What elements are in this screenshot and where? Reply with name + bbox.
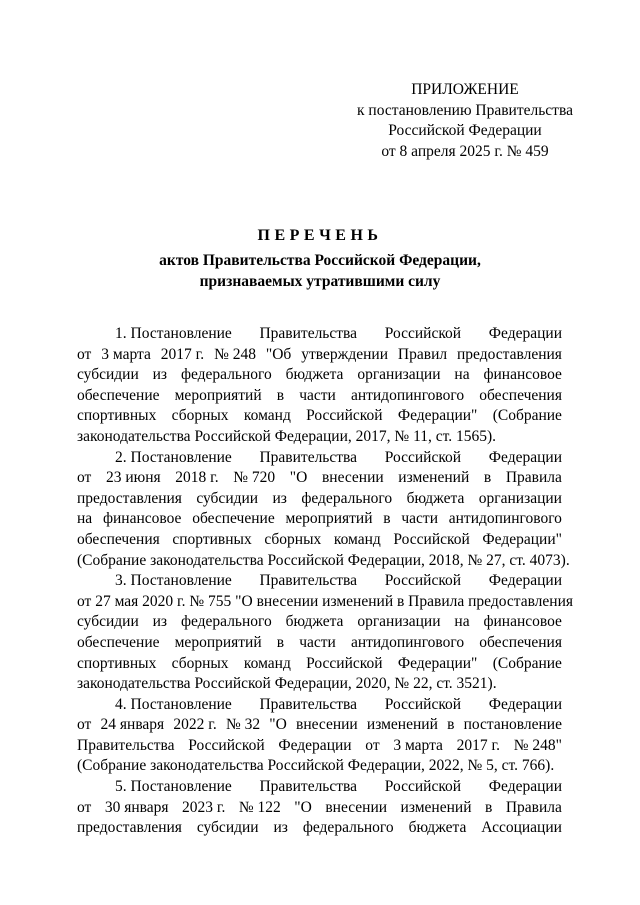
text-segment: финансовое (483, 366, 562, 384)
text-segment: законодательства Российской Федерации, 2020, № 22, ст. 3521). (77, 675, 497, 693)
text-segment: (Собрание законодательства Российской Федерации, 2022, № 5, ст. 766). (77, 757, 555, 775)
text-segment: 2023 г. (182, 798, 226, 816)
text-segment: обеспечение (77, 633, 160, 651)
text-segment: "О (289, 469, 308, 487)
subtitle-line-1: актов Правительства Российской Федерации, (159, 252, 481, 269)
list-item-line (77, 509, 562, 530)
text-segment: 5. Постановление (115, 778, 232, 796)
text-segment: в (447, 716, 455, 734)
text-segment: Федерации (488, 572, 562, 590)
text-segment: бюджета (408, 819, 467, 837)
text-segment: Российской (384, 572, 462, 590)
list-item-line (77, 736, 562, 757)
text-segment: организации (478, 489, 562, 507)
text-segment: бюджета (285, 366, 344, 384)
list-item-line (77, 633, 562, 654)
text-segment: Правительства (259, 778, 358, 796)
list-item (77, 695, 562, 777)
text-segment: в (383, 510, 391, 528)
appendix-government: Российской Федерации (388, 122, 542, 139)
text-segment: обеспечения (479, 386, 562, 404)
text-segment: (Собрание (492, 407, 562, 425)
text-segment: 24 января (100, 716, 165, 734)
text-segment: части (401, 510, 438, 528)
list-item (77, 571, 574, 695)
text-segment: федерального (301, 489, 393, 507)
text-segment: обеспечения (77, 530, 160, 548)
text-segment: утверждении (301, 345, 388, 363)
text-segment: обеспечение (77, 386, 160, 404)
text-segment: сборных (171, 407, 229, 425)
text-segment: сборных (264, 530, 322, 548)
text-segment: изменений (400, 798, 472, 816)
list-item-line (77, 386, 562, 407)
text-segment: антидопингового (350, 386, 465, 404)
text-segment: в (276, 633, 285, 651)
text-segment: на (454, 366, 470, 384)
text-segment: № 248 (214, 345, 256, 363)
text-segment: субсидии (77, 613, 139, 631)
text-segment: финансовое (483, 613, 562, 631)
text-segment: 2022 г. (173, 716, 217, 734)
text-segment: мероприятий (174, 633, 262, 651)
text-segment: (Собрание законодательства Российской Федерации, 2018, № 27, ст. 4073). (77, 551, 570, 569)
text-segment: изменений (366, 716, 438, 734)
text-segment: № 248" (513, 736, 562, 754)
text-segment: от (77, 345, 92, 363)
text-segment: обеспечение (192, 510, 275, 528)
text-segment: спортивных (77, 407, 157, 425)
list-item-line (77, 365, 562, 386)
text-segment: Федерации (488, 695, 562, 713)
text-segment: на (77, 510, 93, 528)
text-segment: команд (243, 654, 291, 672)
text-segment: Правительства (259, 695, 358, 713)
text-segment: 2017 г. (456, 736, 501, 754)
text-segment: законодательства Российской Федерации, 2017, № 11, ст. 1565). (77, 427, 497, 445)
text-segment: Федерации" (397, 407, 478, 425)
list-item-line (77, 406, 562, 427)
text-segment: Федерации (488, 325, 562, 342)
text-segment: Правил (397, 345, 448, 363)
list-item-line (77, 489, 562, 510)
text-segment: Федерации" (482, 530, 562, 548)
text-segment: Федерации (488, 448, 562, 466)
text-segment: в (276, 386, 285, 404)
text-segment: из (152, 613, 168, 631)
text-segment: федерального (302, 819, 394, 837)
text-segment: № 122 (238, 798, 281, 816)
text-segment: на (454, 613, 470, 631)
text-segment: постановление (463, 716, 562, 734)
text-segment: антидопингового (350, 633, 465, 651)
text-segment: спортивных (172, 530, 252, 548)
text-segment: Российской (393, 530, 470, 548)
text-segment: Правила (505, 798, 562, 816)
text-segment: Российской (384, 778, 462, 796)
text-segment: Российской (306, 654, 383, 672)
text-segment: предоставления (457, 345, 562, 363)
text-segment: спортивных (77, 654, 157, 672)
text-segment: 2018 г. (175, 469, 219, 487)
text-segment: 1. Постановление (115, 325, 232, 342)
document-subtitle (60, 250, 580, 292)
text-segment: финансовое (102, 510, 182, 528)
text-segment: предоставления (77, 489, 182, 507)
list-item-line (77, 448, 562, 469)
list-item-line (77, 592, 574, 613)
text-segment: Ассоциации (481, 819, 562, 837)
text-segment: Российской (384, 325, 462, 342)
appendix-resolution: к постановлению Правительства (357, 101, 573, 119)
text-segment: мероприятий (174, 386, 262, 404)
list-item-line (77, 551, 570, 572)
list-item-line (77, 612, 562, 633)
text-segment: в (485, 798, 493, 816)
text-segment: изменений (398, 469, 470, 487)
list-item (77, 777, 562, 839)
text-segment: "О (269, 716, 287, 734)
text-segment: 3 марта (393, 736, 443, 754)
text-segment: 2. Постановление (115, 448, 232, 466)
text-segment: (Собрание (492, 654, 562, 672)
text-segment: 4. Постановление (115, 695, 232, 713)
list-item-line (77, 818, 562, 839)
text-segment: команд (333, 530, 381, 548)
text-segment: "О (294, 798, 312, 816)
list-item-line (77, 468, 562, 489)
text-segment: организации (357, 366, 441, 384)
text-segment: Российской (306, 407, 383, 425)
text-segment: федерального (180, 613, 272, 631)
text-segment: 2017 г. (160, 345, 205, 363)
text-segment: Российской (384, 695, 462, 713)
text-segment: внесении (321, 469, 384, 487)
text-segment: от 27 мая 2020 г. № 755 "О внесении изменений в Правила предоставления (77, 592, 574, 610)
text-segment: Федерации (488, 778, 562, 796)
appendix-label: ПРИЛОЖЕНИЕ (411, 81, 519, 98)
text-segment: обеспечения (479, 633, 562, 651)
text-segment: 30 января (104, 798, 169, 816)
list-item-line (77, 345, 562, 366)
text-segment: внесении (296, 716, 358, 734)
list-item-line (77, 324, 562, 345)
text-segment: 3. Постановление (115, 572, 232, 590)
text-segment: части (299, 386, 336, 404)
text-segment: из (272, 489, 287, 507)
text-segment: 23 июня (105, 469, 161, 487)
text-segment: субсидии (196, 819, 259, 837)
list-item-line (77, 777, 562, 798)
text-segment: федерального (180, 366, 272, 384)
list-item-line (77, 756, 562, 777)
list-item (77, 324, 562, 448)
appendix-date-number: от 8 апреля 2025 г. № 459 (381, 142, 549, 160)
subtitle-line-2: признаваемых утратившими силу (199, 273, 441, 290)
list-item-line (77, 715, 562, 736)
text-segment: Федерации" (397, 654, 478, 672)
text-segment: из (273, 819, 288, 837)
text-segment: в (483, 469, 492, 487)
text-segment: от (77, 469, 92, 487)
text-segment: Федерации (278, 736, 352, 754)
text-segment: № 32 (225, 716, 261, 734)
text-segment: организации (357, 613, 441, 631)
text-segment: от (77, 716, 92, 734)
appendix-header (330, 80, 600, 162)
text-segment: Правительства (259, 448, 358, 466)
list-item-line (77, 530, 562, 551)
text-segment: Правительства (259, 325, 358, 342)
text-segment: внесении (325, 798, 388, 816)
text-segment: от (77, 798, 92, 816)
text-segment: 3 марта (101, 345, 151, 363)
text-segment: субсидии (77, 366, 139, 384)
list-item (77, 448, 570, 572)
list-item-line (77, 695, 562, 716)
text-segment: от (365, 736, 380, 754)
list-item-line (77, 571, 562, 592)
text-segment: № 720 (233, 469, 276, 487)
list-item-line (77, 798, 562, 819)
text-segment: части (299, 633, 336, 651)
text-segment: Правила (505, 469, 562, 487)
text-segment: бюджета (285, 613, 344, 631)
list-item-line (77, 674, 562, 695)
text-segment: предоставления (77, 819, 182, 837)
text-segment: антидопингового (448, 510, 562, 528)
list-item-line (77, 654, 562, 675)
text-segment: Правительства (77, 736, 175, 754)
text-segment: субсидии (196, 489, 259, 507)
text-segment: Российской (384, 448, 462, 466)
text-segment: бюджета (406, 489, 465, 507)
text-segment: команд (243, 407, 291, 425)
text-segment: мероприятий (285, 510, 373, 528)
text-segment: "Об (265, 345, 292, 363)
text-segment: сборных (171, 654, 229, 672)
acts-list (77, 324, 574, 839)
text-segment: Российской (188, 736, 265, 754)
list-item-line (77, 427, 562, 448)
document-title: ПЕРЕЧЕНЬ (257, 227, 383, 244)
text-segment: Правительства (259, 572, 358, 590)
text-segment: из (152, 366, 168, 384)
